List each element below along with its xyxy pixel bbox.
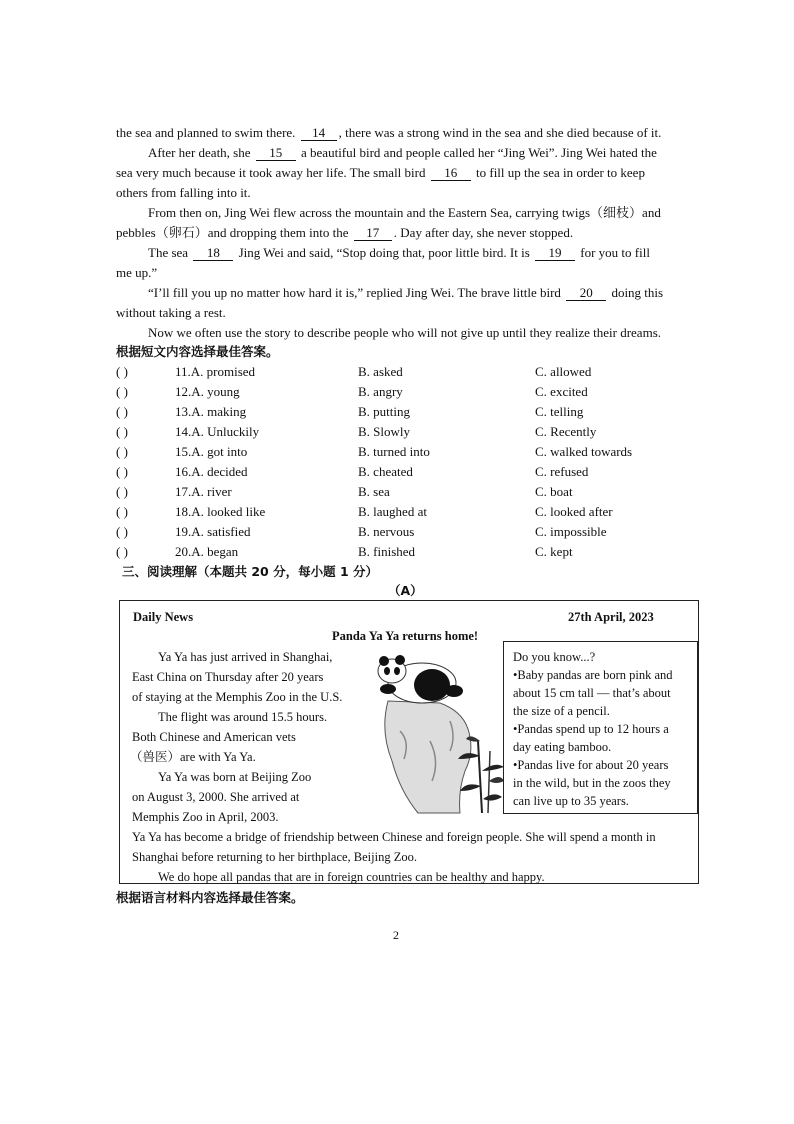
blank-16: 16	[431, 166, 471, 181]
question-row	[116, 403, 716, 421]
option-c: C. Recently	[535, 424, 597, 439]
sidebar-line: in the wild, but in the zoos they	[513, 776, 671, 790]
passage-line-8: “I’ll fill you up no matter how hard it is,” replied Jing Wei. The brave little bird 20 doing this	[148, 285, 664, 300]
question-row	[116, 383, 716, 401]
blank-14: 14	[301, 126, 337, 141]
sidebar-line: •Pandas live for about 20 years	[513, 758, 669, 772]
blank-17: 17	[354, 226, 392, 241]
option-c: C. allowed	[535, 364, 592, 379]
passage-line-6: The sea 18 Jing Wei and said, “Stop doing that, poor little bird. It is 19 for you to fill	[148, 245, 650, 260]
passage-line-3: others from falling into it.	[116, 185, 251, 200]
option-c: C. kept	[535, 544, 573, 559]
option-a: 19.A. satisfied	[175, 524, 251, 539]
news-body-line: Ya Ya has just arrived in Shanghai,	[158, 650, 333, 664]
sidebar-line: can live up to 35 years.	[513, 794, 629, 808]
news-body-line: Ya Ya was born at Beijing Zoo	[158, 770, 312, 784]
option-c: C. excited	[535, 384, 588, 399]
answer-bracket[interactable]: ( )	[116, 504, 128, 519]
option-a: 17.A. river	[175, 484, 232, 499]
option-b: B. cheated	[358, 464, 413, 479]
news-body-line: The flight was around 15.5 hours.	[158, 710, 328, 724]
option-b: B. finished	[358, 544, 416, 559]
option-c: C. looked after	[535, 504, 613, 519]
option-c: C. refused	[535, 464, 589, 479]
answer-bracket[interactable]: ( )	[116, 384, 128, 399]
blank-15: 15	[256, 146, 296, 161]
news-wide-line: Shanghai before returning to her birthplace, Beijing Zoo.	[132, 850, 417, 864]
reading-instruction: 根据语言材料内容选择最佳答案。	[116, 890, 304, 905]
news-body-line: Both Chinese and American vets	[132, 730, 296, 744]
passage-line-2: sea very much because it took away her life. The small bird 16 to fill up the sea in order to keep	[116, 165, 645, 180]
answer-bracket[interactable]: ( )	[116, 424, 128, 439]
option-c: C. impossible	[535, 524, 607, 539]
did-you-know-box	[503, 641, 698, 814]
option-b: B. laughed at	[358, 504, 427, 519]
news-date: 27th April, 2023	[568, 610, 654, 624]
blank-20: 20	[566, 286, 606, 301]
blank-19: 19	[535, 246, 575, 261]
option-c: C. telling	[535, 404, 584, 419]
news-headline: Panda Ya Ya returns home!	[332, 629, 479, 643]
sidebar-line: day eating bamboo.	[513, 740, 612, 754]
sidebar-line: •Pandas spend up to 12 hours a	[513, 722, 669, 736]
cloze-instruction: 根据短文内容选择最佳答案。	[116, 344, 279, 359]
option-b: B. turned into	[358, 444, 430, 459]
option-a: 13.A. making	[175, 404, 247, 419]
sidebar-line: about 15 cm tall — that’s about	[513, 686, 671, 700]
panda-bamboo-ink-painting	[370, 641, 505, 816]
news-wide-line: Ya Ya has become a bridge of friendship between Chinese and foreign people. She will spend a month in	[132, 830, 656, 844]
news-body-line: Memphis Zoo in April, 2003.	[132, 810, 279, 824]
news-body-line: on August 3, 2000. She arrived at	[132, 790, 300, 804]
sidebar-line: the size of a pencil.	[513, 704, 610, 718]
part-a-label: （A）	[388, 583, 423, 598]
answer-bracket[interactable]: ( )	[116, 524, 128, 539]
option-a: 14.A. Unluckily	[175, 424, 260, 439]
answer-bracket[interactable]: ( )	[116, 484, 128, 499]
answer-bracket[interactable]: ( )	[116, 464, 128, 479]
question-row	[116, 423, 716, 441]
news-body-line: （兽医）are with Ya Ya.	[130, 750, 256, 764]
answer-bracket[interactable]: ( )	[116, 444, 128, 459]
page-number: 2	[393, 928, 399, 942]
option-b: B. asked	[358, 364, 403, 379]
option-b: B. Slowly	[358, 424, 411, 439]
news-body-line: of staying at the Memphis Zoo in the U.S.	[132, 690, 343, 704]
passage-line-7: me up.”	[116, 265, 158, 280]
sidebar-line: Do you know...?	[513, 650, 596, 664]
news-body-line: East China on Thursday after 20 years	[132, 670, 324, 684]
news-masthead: Daily News	[133, 610, 194, 624]
passage-line-0: the sea and planned to swim there. 14 , there was a strong wind in the sea and she died because of it.	[116, 125, 662, 140]
passage-line-4: From then on, Jing Wei flew across the mountain and the Eastern Sea, carrying twigs（细枝）and	[148, 205, 661, 220]
option-c: C. boat	[535, 484, 573, 499]
passage-line-10: Now we often use the story to describe people who will not give up until they realize their dreams.	[148, 325, 661, 340]
option-a: 16.A. decided	[175, 464, 248, 479]
option-c: C. walked towards	[535, 444, 633, 459]
question-row	[116, 463, 716, 481]
option-a: 18.A. looked like	[175, 504, 266, 519]
option-a: 15.A. got into	[175, 444, 248, 459]
sidebar-line: •Baby pandas are born pink and	[513, 668, 673, 682]
option-b: B. putting	[358, 404, 411, 419]
blank-18: 18	[193, 246, 233, 261]
passage-line-5: pebbles（卵石）and dropping them into the 17 . Day after day, she never stopped.	[116, 225, 574, 240]
option-b: B. sea	[358, 484, 390, 499]
question-row	[116, 363, 716, 381]
section-3-title: 三、阅读理解（本题共 20 分，每小题 1 分）	[122, 564, 379, 579]
passage-line-9: without taking a rest.	[116, 305, 226, 320]
question-row	[116, 543, 716, 561]
option-a: 11.A. promised	[175, 364, 256, 379]
option-b: B. nervous	[358, 524, 415, 539]
answer-bracket[interactable]: ( )	[116, 544, 128, 559]
passage-line-1: After her death, she 15 a beautiful bird and people called her “Jing Wei”. Jing Wei hated the	[148, 145, 657, 160]
option-a: 20.A. began	[175, 544, 239, 559]
question-row	[116, 503, 716, 521]
news-wide-line: We do hope all pandas that are in foreign countries can be healthy and happy.	[158, 870, 545, 884]
question-row	[116, 483, 716, 501]
option-b: B. angry	[358, 384, 403, 399]
question-row	[116, 523, 716, 541]
option-a: 12.A. young	[175, 384, 240, 399]
answer-bracket[interactable]: ( )	[116, 364, 128, 379]
question-row	[116, 443, 716, 461]
news-article-box	[119, 600, 699, 884]
answer-bracket[interactable]: ( )	[116, 404, 128, 419]
